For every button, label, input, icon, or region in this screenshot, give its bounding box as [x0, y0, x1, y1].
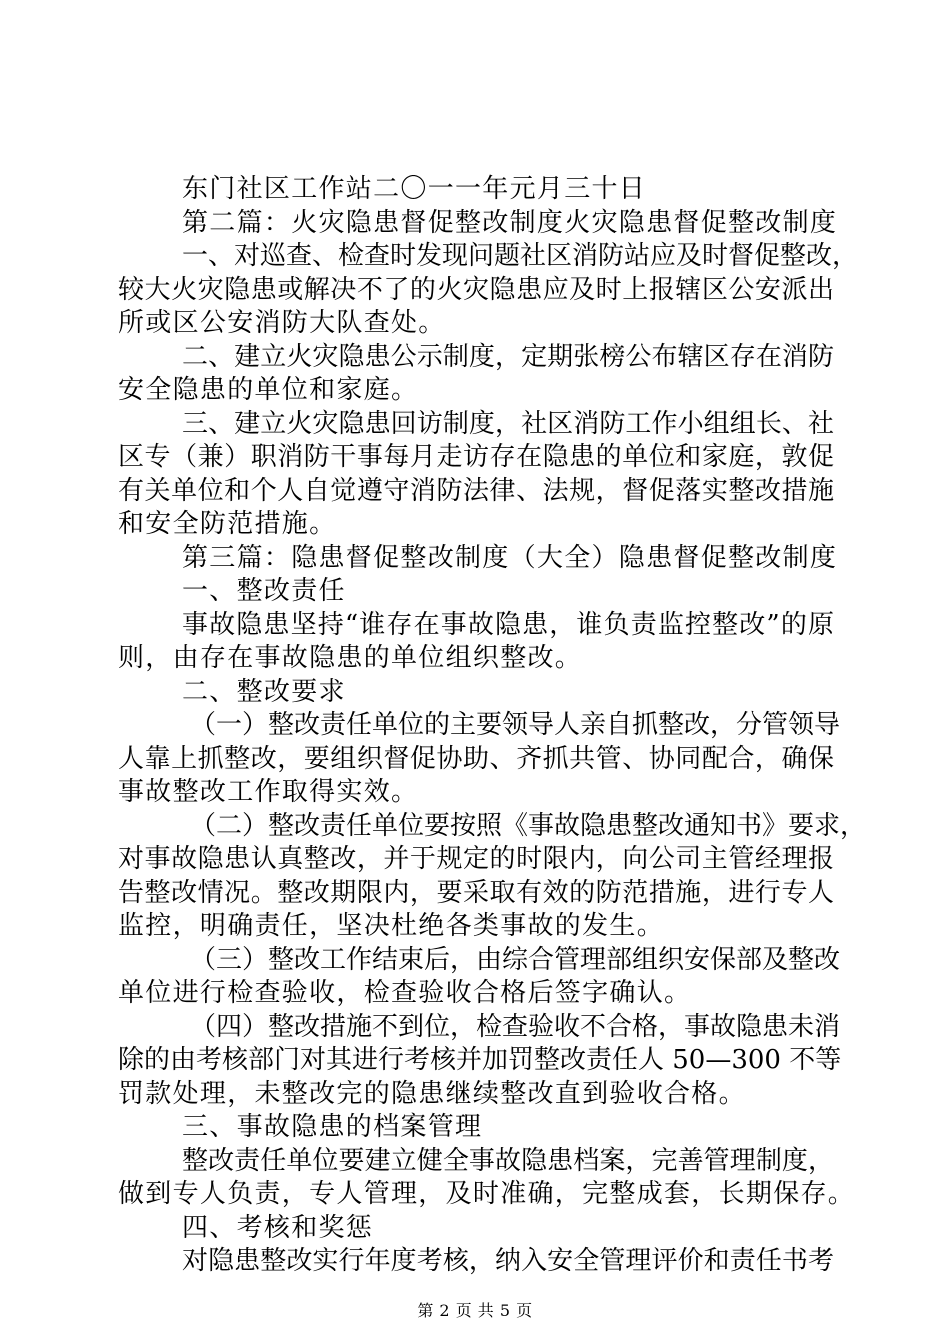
text-line: 区专（兼）职消防干事每月走访存在隐患的单位和家庭，敦促 [118, 442, 834, 472]
text-line: （一）整改责任单位的主要领导人亲自抓整改，分管领导 [190, 710, 841, 740]
text-line: 三、建立火灾隐患回访制度，社区消防工作小组组长、社 [182, 408, 834, 439]
page-footer: 第 2 页 共 5 页 [417, 1301, 533, 1320]
section-heading: 第三篇：隐患督促整改制度（大全）隐患督促整改制度 [182, 542, 838, 573]
text-line: （四）整改措施不到位，检查验收不合格，事故隐患未消 [190, 1011, 841, 1042]
subheading: 二、整改要求 [182, 676, 346, 707]
text-line: 和安全防范措施。 [118, 509, 337, 539]
text-line: 安全隐患的单位和家庭。 [118, 375, 419, 405]
section-heading: 第二篇：火灾隐患督促整改制度火灾隐患督促整改制度 [182, 207, 838, 238]
text-line: （二）整改责任单位要按照《事故隐患整改通知书》要求， [190, 810, 867, 841]
text-line: 事故隐患坚持“谁存在事故隐患，谁负责监控整改”的原 [182, 609, 834, 640]
text-line: 则，由存在事故隐患的单位组织整改。 [118, 643, 583, 673]
text-line: 除的由考核部门对其进行考核并加罚整改责任人 50—300 不等 [118, 1045, 842, 1075]
text-line: 做到专人负责，专人管理，及时准确，完整成套，长期保存。 [118, 1179, 856, 1209]
text-line: 告整改情况。整改期限内，要采取有效的防范措施，进行专人 [118, 877, 834, 908]
text-line: 所或区公安消防大队查处。 [118, 308, 446, 338]
text-line: 二、建立火灾隐患公示制度，定期张榜公布辖区存在消防 [182, 341, 834, 372]
text-line: 整改责任单位要建立健全事故隐患档案，完善管理制度， [182, 1145, 834, 1176]
text-line: 单位进行检查验收，检查验收合格后签字确认。 [118, 978, 692, 1008]
text-line: 对事故隐患认真整改，并于规定的时限内，向公司主管经理报 [118, 844, 834, 874]
text-line: 对隐患整改实行年度考核，纳入安全管理评价和责任书考 [182, 1246, 834, 1276]
text-line: 较大火灾隐患或解决不了的火灾隐患应及时上报辖区公安派出 [118, 274, 834, 305]
text-line: （三）整改工作结束后，由综合管理部组织安保部及整改 [190, 944, 841, 975]
text-line: 人靠上抓整改，要组织督促协助、齐抓共管、协同配合，确保 [118, 743, 834, 774]
text-line: 东门社区工作站二〇一一年元月三十日 [182, 174, 647, 204]
subheading: 一、整改责任 [182, 576, 346, 606]
text-line: 监控，明确责任，坚决杜绝各类事故的发生。 [118, 911, 665, 941]
document-body [118, 173, 867, 1279]
subheading: 四、考核和奖惩 [182, 1212, 374, 1243]
text-line: 罚款处理，未整改完的隐患继续整改直到验收合格。 [118, 1078, 746, 1109]
text-line: 事故整改工作取得实效。 [118, 777, 419, 807]
text-line: 一、对巡查、检查时发现问题社区消防站应及时督促整改， [182, 241, 859, 271]
text-line: 有关单位和个人自觉遵守消防法律、法规，督促落实整改措施 [118, 475, 834, 506]
subheading: 三、事故隐患的档案管理 [182, 1112, 483, 1142]
